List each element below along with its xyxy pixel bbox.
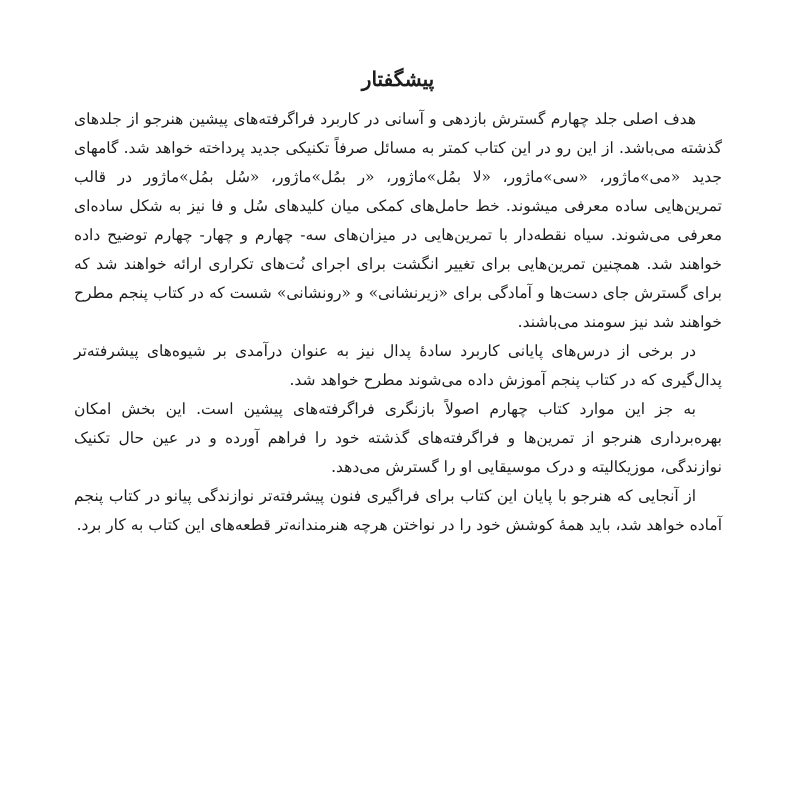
paragraph-3: به جز این موارد کتاب چهارم اصولاً بازنگری فراگرفته‌های پیشین است. این بخش امکان بهره‌برداری هنرجو از تمرین‌ها و فراگرفته‌های گذشته خود را فراهم آورده و در عین حال تکنیک نوازندگی، موزیکالیته و درک موسیقایی او را گسترش می‌دهد.	[74, 400, 722, 476]
paragraph-1: هدف اصلی جلد چهارم گسترش بازدهی و آسانی در کاربرد فراگرفته‌های پیشین هنرجو از جلدهای گذشته می‌باشد. از این رو در این کتاب کمتر به مسائل صرفاً تکنیکی جدید پرداخته خواهد شد. گامهای جدید «می»ماژور، «سی»ماژور، «لا بمُل»ماژور، «ر بمُل»ماژور، «سُل بمُل»ماژور در قالب تمرین‌هایی ساده معرفی میشوند. خط حامل‌های کمکی میان کلیدهای سُل و فا نیز به شکل ساده‌ای معرفی می‌شوند. سیاه نقطه‌دار با تمرین‌هایی در میزان‌های سه- چهارم و چهار- چهارم توضیح داده خواهند شد. همچنین تمرین‌هایی برای تغییر انگشت برای اجرای نُت‌های تکراری ارائه خواهند شد که برای گسترش جای دست‌ها و آمادگی برای «زیرنشانی» و «رونشانی» شست که در کتاب پنجم مطرح خواهند شد نیز سومند می‌باشند.	[74, 110, 722, 331]
page-title: پیشگفتار	[361, 67, 435, 91]
paragraph-4: از آنجایی که هنرجو با پایان این کتاب برای فراگیری فنون پیشرفته‌تر نوازندگی پیانو در کتاب پنجم آماده خواهد شد، باید همهٔ کوشش خود را در نواختن هرچه هنرمندانه‌تر قطعه‌های این کتاب به کار برد.	[74, 487, 722, 534]
paragraph-2: در برخی از درس‌های پایانی کاربرد سادهٔ پدال نیز به عنوان درآمدی بر شیوه‌های پیشرفته‌تر پدال‌گیری که در کتاب پنجم آموزش داده می‌شوند مطرح خواهد شد.	[74, 342, 722, 389]
